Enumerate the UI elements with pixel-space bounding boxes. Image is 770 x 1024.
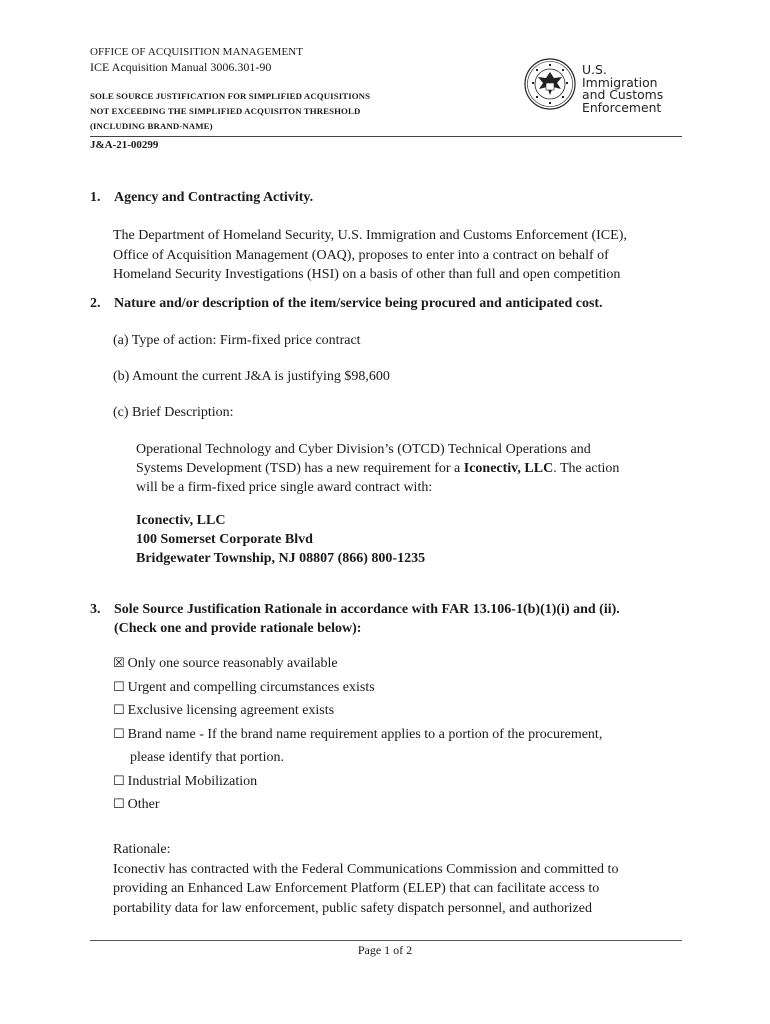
description-line bbox=[136, 459, 676, 478]
option-label: Urgent and compelling circumstances exists bbox=[127, 679, 375, 695]
checkbox-option-exclusive-licensing[interactable] bbox=[113, 699, 602, 723]
ice-logo bbox=[524, 58, 684, 114]
rationale-line: Iconectiv has contracted with the Federal Communications Commission and committed to bbox=[113, 861, 619, 877]
option-label: Brand name - If the brand name requirement applies to a portion of the procurement, bbox=[127, 726, 603, 742]
brand-name-continuation: please identify that portion. bbox=[130, 750, 284, 765]
section-2-heading bbox=[90, 296, 603, 312]
section-subtitle: (Check one and provide rationale below): bbox=[114, 621, 362, 636]
section-number: 3. bbox=[90, 602, 101, 617]
item-a: (a) Type of action: Firm-fixed price contract bbox=[113, 333, 361, 348]
vendor-city-phone: Bridgewater Township, NJ 08807 (866) 800-1235 bbox=[136, 551, 426, 566]
section-3-heading bbox=[90, 600, 620, 638]
item-c: (c) Brief Description: bbox=[113, 405, 234, 420]
option-label: Only one source reasonably available bbox=[127, 656, 338, 671]
title-line-1: SOLE SOURCE JUSTIFICATION FOR SIMPLIFIED ACQUISITIONS bbox=[90, 91, 371, 101]
brief-description bbox=[136, 440, 676, 497]
body-line: Office of Acquisition Management (OAQ), proposes to enter into a contract on behalf of bbox=[113, 247, 609, 263]
section-title: Nature and/or description of the item/service being procured and anticipated cost. bbox=[114, 296, 603, 311]
wordmark-line-2: and Customs bbox=[582, 87, 664, 102]
wordmark-line-3: Enforcement bbox=[582, 99, 662, 115]
dhs-seal-icon bbox=[524, 58, 576, 110]
vendor-street: 100 Somerset Corporate Blvd bbox=[136, 532, 313, 547]
body-line: The Department of Homeland Security, U.S. Immigration and Customs Enforcement (ICE), bbox=[113, 228, 627, 243]
description-text: Systems Development (TSD) has a new requirement for a bbox=[136, 461, 461, 476]
checkbox-option-urgent[interactable] bbox=[113, 676, 602, 700]
section-title: Sole Source Justification Rationale in accordance with FAR 13.106-1(b)(1)(i) and (ii). bbox=[114, 602, 620, 617]
header-divider bbox=[90, 136, 682, 137]
rationale-line: portability data for law enforcement, public safety dispatch personnel, and authorized bbox=[113, 900, 592, 916]
office-name: OFFICE OF ACQUISITION MANAGEMENT bbox=[90, 46, 304, 58]
vendor-name: Iconectiv, LLC bbox=[136, 513, 226, 528]
checkbox-icon[interactable]: ☐ bbox=[113, 726, 125, 742]
checkbox-option-only-one-source[interactable] bbox=[113, 652, 602, 676]
vendor-address bbox=[136, 511, 425, 568]
section-number: 2. bbox=[90, 296, 101, 311]
checkbox-option-industrial-mobilization[interactable] bbox=[113, 770, 602, 794]
title-line-3: (INCLUDING BRAND-NAME) bbox=[90, 121, 213, 131]
manual-reference: ICE Acquisition Manual 3006.301-90 bbox=[90, 60, 272, 74]
company-name: Iconectiv, LLC bbox=[463, 461, 554, 476]
checkbox-icon[interactable]: ☐ bbox=[113, 773, 125, 789]
wordmark-line-1: U.S. Immigration bbox=[582, 62, 658, 90]
justification-checklist bbox=[113, 652, 602, 817]
checkbox-icon[interactable]: ☐ bbox=[113, 703, 125, 718]
section-1-body bbox=[113, 226, 683, 285]
description-text: . The action bbox=[553, 461, 620, 476]
body-line: Homeland Security Investigations (HSI) on a basis of other than full and open competition bbox=[113, 267, 621, 282]
checkbox-icon[interactable]: ☐ bbox=[113, 679, 125, 695]
agency-wordmark bbox=[582, 64, 684, 114]
item-b: (b) Amount the current J&A is justifying $98,600 bbox=[113, 369, 390, 384]
description-line: will be a firm-fixed price single award contract with: bbox=[136, 480, 433, 495]
rationale bbox=[113, 840, 683, 918]
checkbox-option-other[interactable] bbox=[113, 793, 602, 817]
checked-checkbox-icon[interactable]: ☒ bbox=[113, 656, 125, 671]
rationale-line: providing an Enhanced Law Enforcement Platform (ELEP) that can facilitate access to bbox=[113, 881, 600, 896]
section-title: Agency and Contracting Activity. bbox=[114, 190, 314, 205]
section-number: 1. bbox=[90, 190, 101, 205]
title-line-2: NOT EXCEEDING THE SIMPLIFIED ACQUISITON THRESHOLD bbox=[90, 106, 361, 116]
option-label: Other bbox=[127, 797, 160, 812]
footer-divider bbox=[90, 940, 682, 941]
rationale-label: Rationale: bbox=[113, 842, 171, 857]
page-number: Page 1 of 2 bbox=[357, 943, 413, 957]
description-line: Operational Technology and Cyber Division’s (OTCD) Technical Operations and bbox=[136, 442, 591, 457]
checkbox-icon[interactable]: ☐ bbox=[113, 797, 125, 812]
checkbox-option-brand-name[interactable] bbox=[113, 723, 602, 747]
section-1-heading bbox=[90, 190, 313, 206]
option-label: Exclusive licensing agreement exists bbox=[127, 703, 335, 718]
option-label: Industrial Mobilization bbox=[127, 773, 258, 789]
jna-number: J&A-21-00299 bbox=[90, 139, 159, 151]
